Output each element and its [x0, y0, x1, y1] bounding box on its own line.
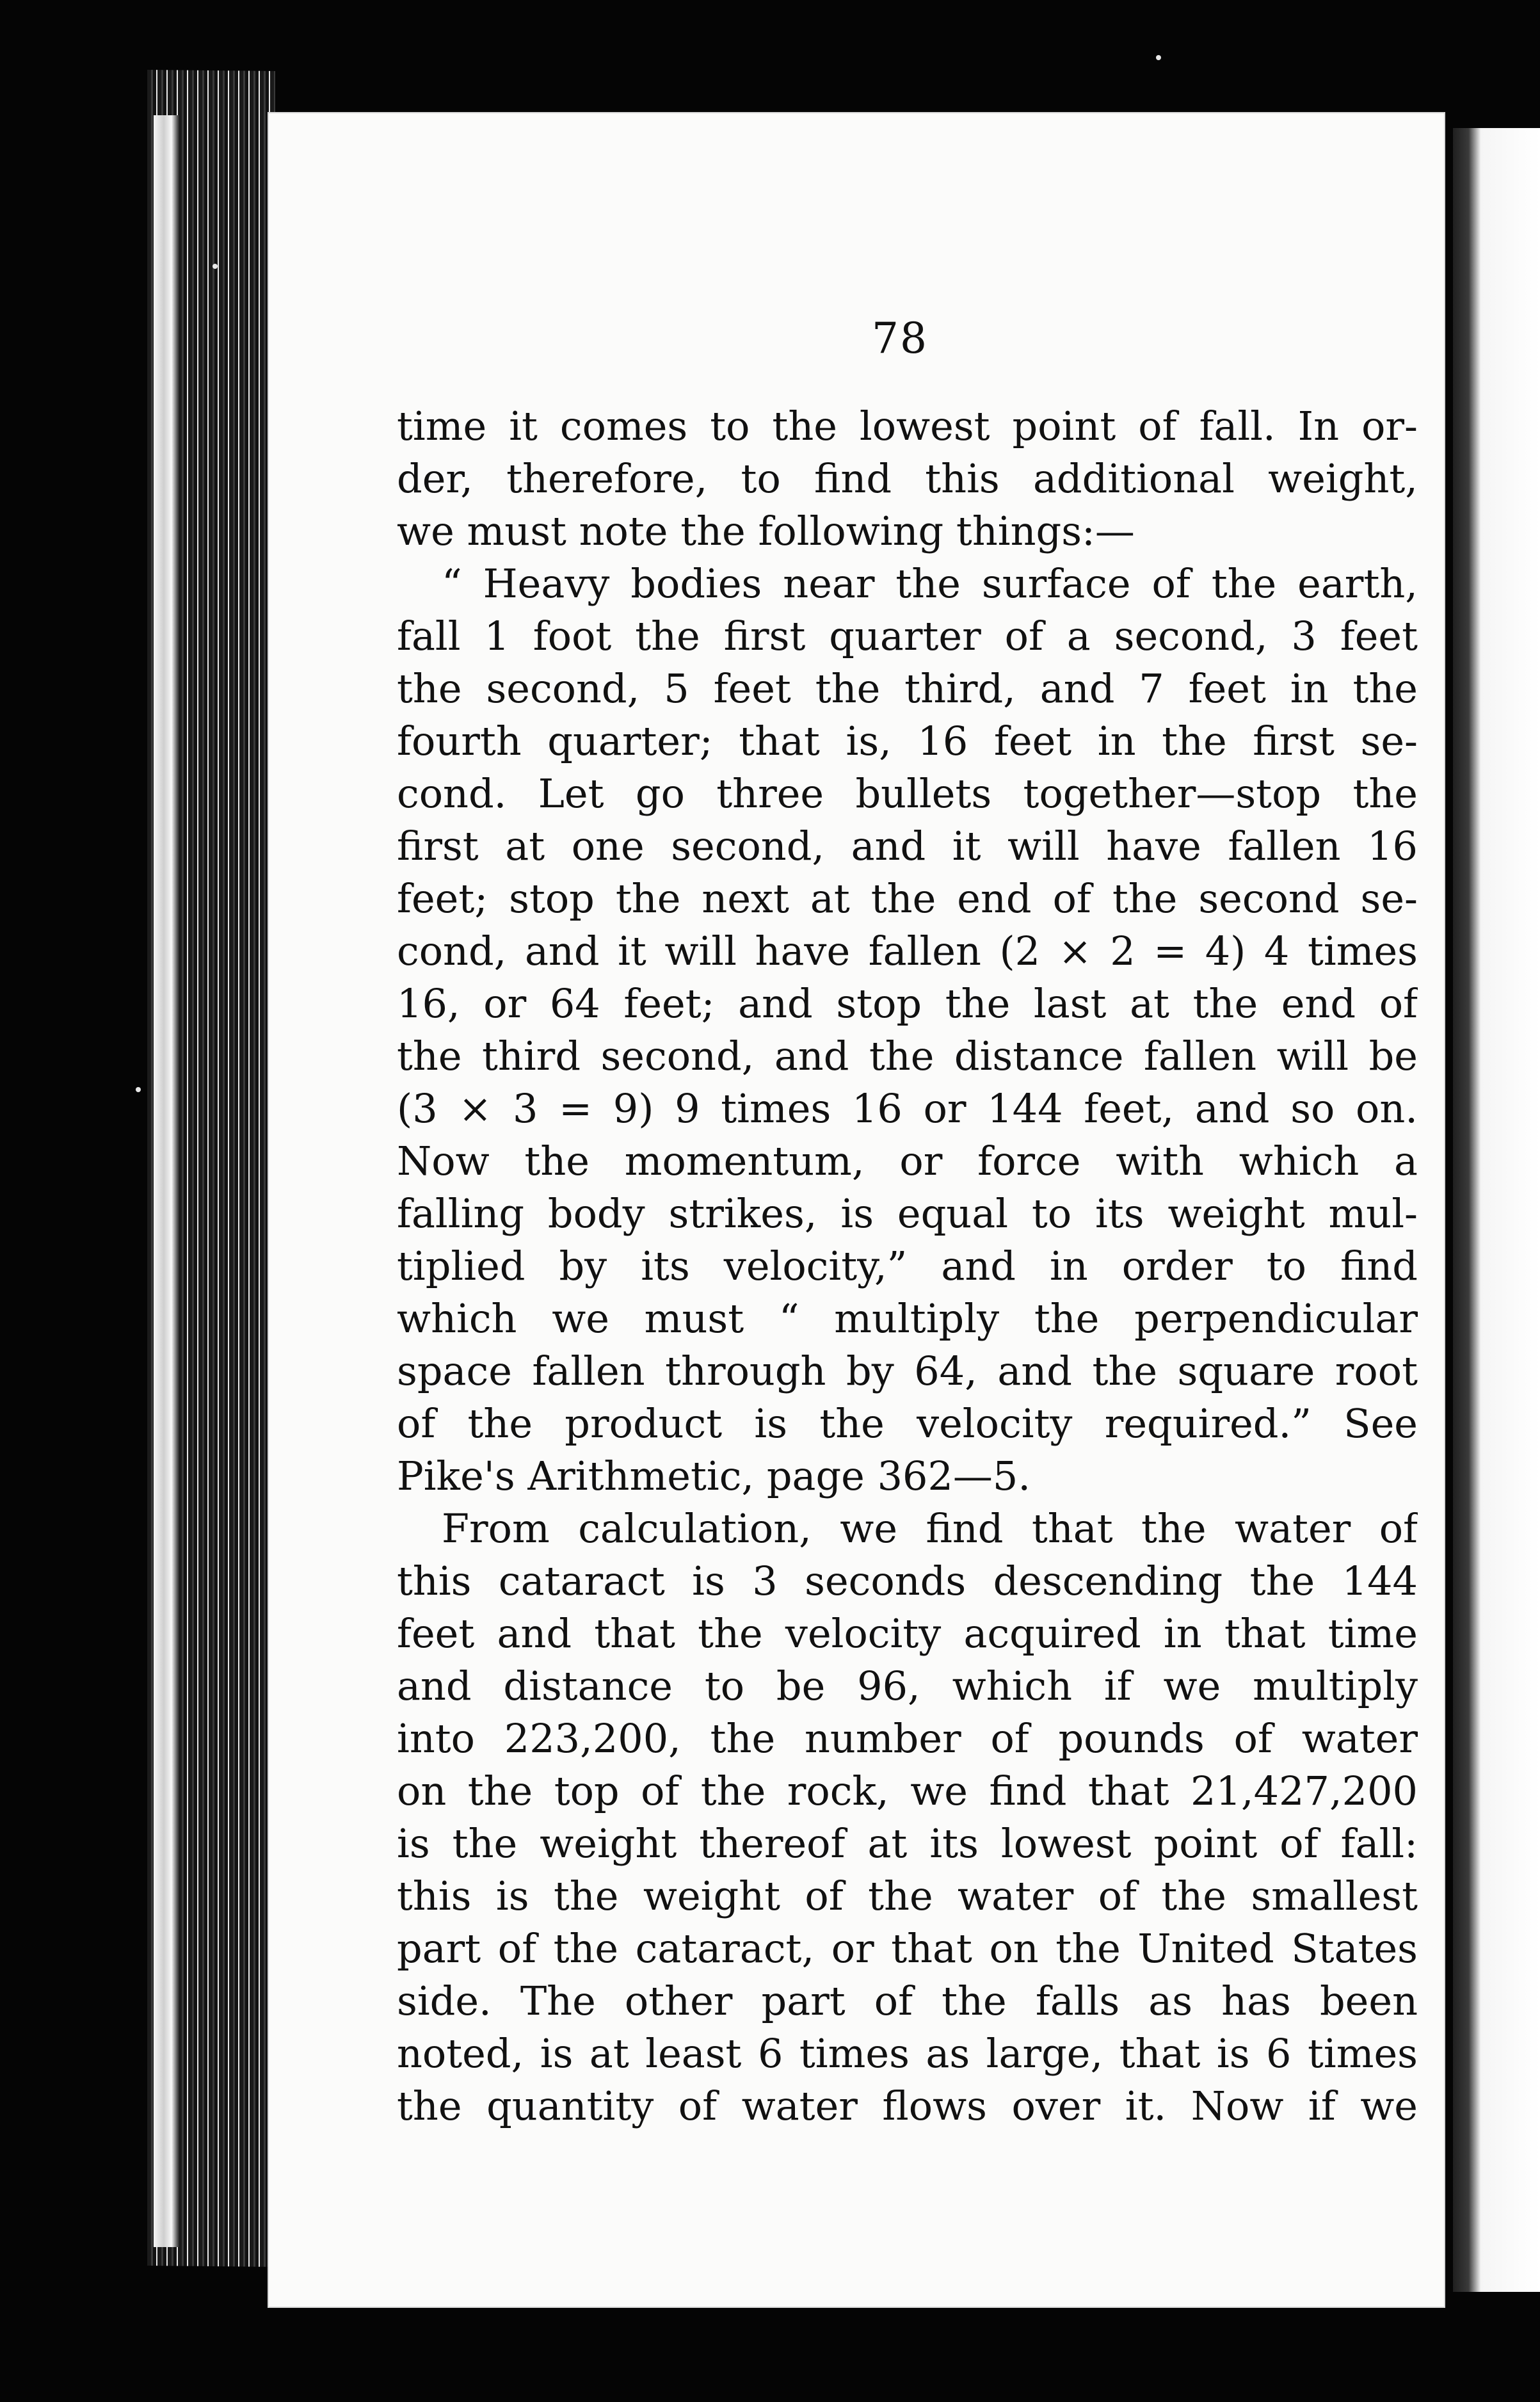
- speck: [136, 1087, 141, 1092]
- text-line: From calculation, we find that the water of: [442, 1505, 1418, 1552]
- text-line: and distance to be 96, which if we multiply: [397, 1663, 1418, 1709]
- text-line: fourth quarter; that is, 16 feet in the first se-: [397, 718, 1418, 764]
- text-line: “ Heavy bodies near the surface of the earth,: [442, 560, 1418, 607]
- facing-page-edge: [1453, 128, 1540, 2292]
- text-line: der, therefore, to find this additional weight,: [397, 455, 1418, 502]
- body-text: [397, 400, 1418, 2132]
- text-line: (3 × 3 = 9) 9 times 16 or 144 feet, and so on.: [397, 1085, 1418, 1132]
- text-line: cond. Let go three bullets together—stop the: [397, 770, 1418, 817]
- text-line: the quantity of water flows over it. Now if we: [397, 2083, 1418, 2129]
- text-line: into 223,200, the number of pounds of water: [397, 1715, 1418, 1762]
- text-line: feet and that the velocity acquired in that time: [397, 1610, 1418, 1657]
- text-line: Now the momentum, or force with which a: [397, 1138, 1418, 1184]
- text-line: 16, or 64 feet; and stop the last at the end of: [397, 980, 1418, 1027]
- text-line: we must note the following things:—: [397, 508, 1135, 554]
- text-line: side. The other part of the falls as has been: [397, 1978, 1418, 2024]
- text-line: is the weight thereof at its lowest point of fall:: [397, 1820, 1418, 1867]
- text-line: the third second, and the distance fallen will be: [397, 1033, 1418, 1079]
- text-line: first at one second, and it will have fallen 16: [397, 823, 1418, 869]
- book-edge-strip: [154, 115, 179, 2247]
- text-line: part of the cataract, or that on the United States: [397, 1925, 1418, 1972]
- text-line: falling body strikes, is equal to its weight mul-: [397, 1190, 1418, 1237]
- text-line: the second, 5 feet the third, and 7 feet in the: [397, 665, 1418, 712]
- text-line: cond, and it will have fallen (2 × 2 = 4) 4 times: [397, 928, 1418, 974]
- text-line: this is the weight of the water of the smallest: [397, 1873, 1418, 1919]
- text-line: of the product is the velocity required.” See: [397, 1400, 1418, 1447]
- text-line: which we must “ multiply the perpendicular: [397, 1295, 1418, 1342]
- text-line: Pike's Arithmetic, page 362—5.: [397, 1453, 1031, 1499]
- page-number: 78: [872, 314, 928, 363]
- speck: [1156, 55, 1161, 60]
- speck: [213, 264, 218, 269]
- text-line: noted, is at least 6 times as large, that is 6 times: [397, 2030, 1418, 2077]
- text-line: on the top of the rock, we find that 21,427,200: [397, 1768, 1418, 1814]
- text-line: tiplied by its velocity,” and in order to find: [397, 1243, 1418, 1289]
- text-line: space fallen through by 64, and the square root: [397, 1348, 1418, 1394]
- text-line: this cataract is 3 seconds descending the 144: [397, 1558, 1418, 1604]
- text-line: feet; stop the next at the end of the second se-: [397, 875, 1418, 922]
- text-line: time it comes to the lowest point of fall. In or-: [397, 403, 1418, 449]
- text-line: fall 1 foot the first quarter of a second, 3 feet: [397, 613, 1418, 659]
